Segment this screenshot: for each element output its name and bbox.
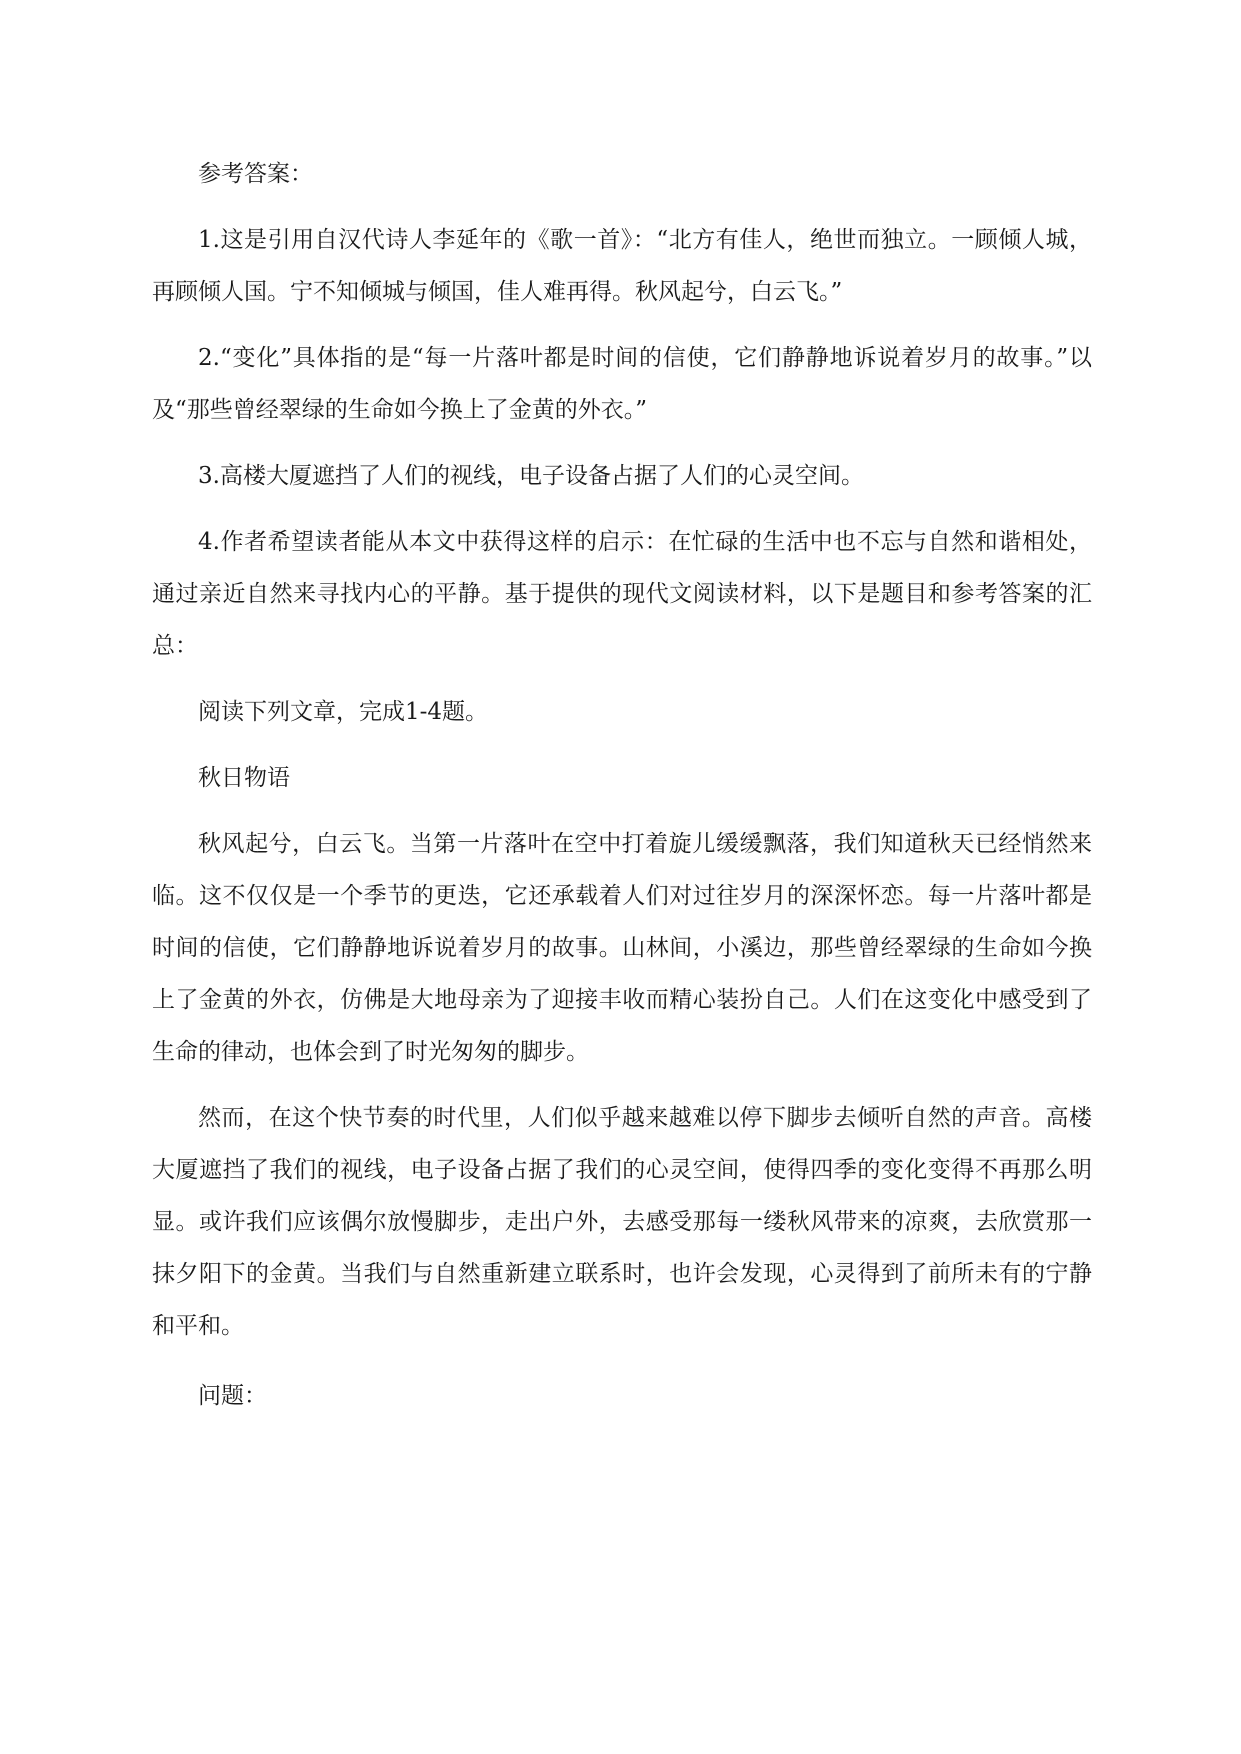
answers-heading: 参考答案： [198,161,313,187]
article-paragraph-2: 然而，在这个快节奏的时代里，人们似乎越来越难以停下脚步去倾听自然的声音。高楼大厦遮挡了我们的视线，电子设备占据了我们的心灵空间，使得四季的变化变得不再那么明显。或许我们应该偶尔放慢脚步，走出户外，去感受那每一缕秋风带来的凉爽，去欣赏那一抹夕阳下的金黄。当我们与自然重新建立联系时，也许会发现，心灵得到了前所未有的宁静和平和。 [152,1105,1092,1339]
answer-2: 2.“变化”具体指的是“每一片落叶都是时间的信使，它们静静地诉说着岁月的故事。”以及“那些曾经翠绿的生命如今换上了金黄的外衣。” [152,345,1092,423]
article-paragraph-1: 秋风起兮，白云飞。当第一片落叶在空中打着旋儿缓缓飘落，我们知道秋天已经悄然来临。这不仅仅是一个季节的更迭，它还承载着人们对过往岁月的深深怀恋。每一片落叶都是时间的信使，它们静静地诉说着岁月的故事。山林间，小溪边，那些曾经翠绿的生命如今换上了金黄的外衣，仿佛是大地母亲为了迎接丰收而精心装扮自己。人们在这变化中感受到了生命的律动，也体会到了时光匆匆的脚步。 [152,831,1092,1065]
reading-instruction: 阅读下列文章，完成1-4题。 [198,699,489,725]
answer-3: 3.高楼大厦遮挡了人们的视线，电子设备占据了人们的心灵空间。 [198,463,864,489]
answer-4: 4.作者希望读者能从本文中获得这样的启示：在忙碌的生活中也不忘与自然和谐相处，通过亲近自然来寻找内心的平静。基于提供的现代文阅读材料，以下是题目和参考答案的汇总： [152,529,1092,659]
document-body [152,148,1092,1422]
questions-heading: 问题： [198,1383,267,1409]
answer-1: 1.这是引用自汉代诗人李延年的《歌一首》：“北方有佳人，绝世而独立。一顾倾人城，再顾倾人国。宁不知倾城与倾国，佳人难再得。秋风起兮，白云飞。” [152,227,1092,305]
article-title: 秋日物语 [198,765,290,791]
